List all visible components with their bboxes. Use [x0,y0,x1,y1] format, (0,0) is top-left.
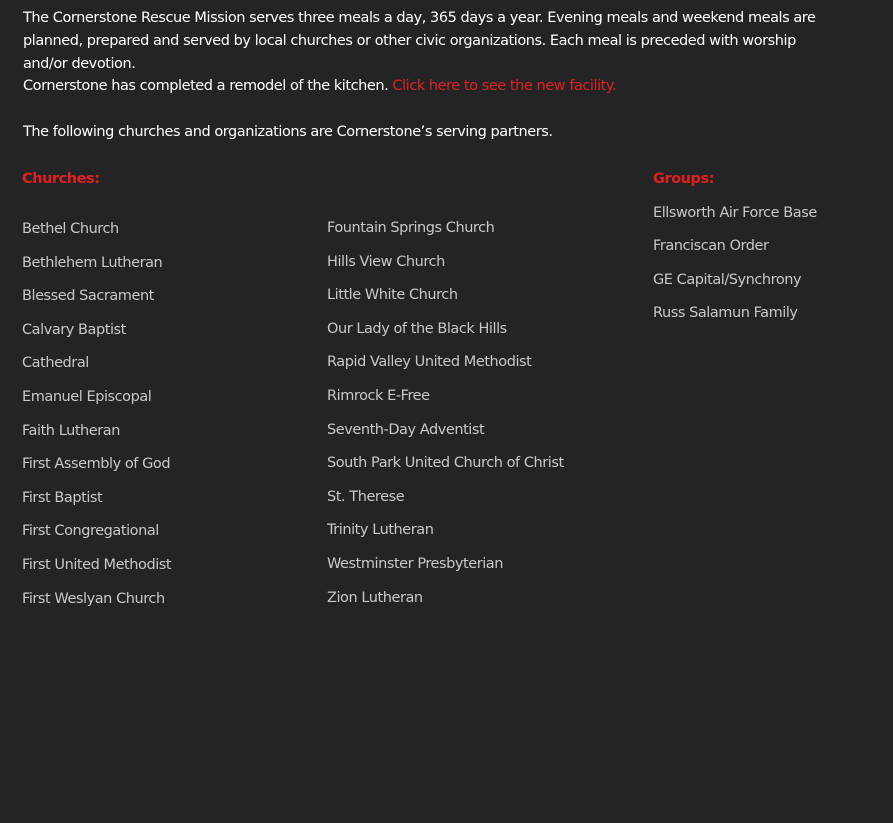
church-list-item: Westminster Presbyterian [327,556,503,572]
church-list-item: Our Lady of the Black Hills [327,320,507,337]
intro-paragraph-kitchen [23,75,843,98]
church-list-item: South Park United Church of Christ [327,455,564,472]
church-list-item: First Congregational [22,523,159,540]
church-list-item: Bethel Church [22,221,119,237]
church-list-item: First Weslyan Church [22,590,165,607]
church-list-item: St. Therese [327,488,405,505]
church-list-item: Trinity Lutheran [327,522,434,539]
group-list-item: Franciscan Order [653,238,769,255]
church-list-item: Calvary Baptist [22,321,126,338]
church-list-item: Zion Lutheran [327,589,423,606]
churches-heading: Churches: [22,171,100,187]
church-list-item: Rimrock E-Free [327,388,430,404]
church-list-item: First Assembly of God [22,456,171,473]
church-list-item: Faith Lutheran [22,422,120,439]
intro-paragraph-partners: The following churches and organizations are Cornerstone’s serving partners. [23,124,553,140]
church-list-item: Cathedral [22,355,89,372]
church-list-item: Blessed Sacrament [22,288,154,305]
group-list-item: Russ Salamun Family [653,305,798,322]
church-list-item: First United Methodist [22,557,172,573]
church-list-item: Seventh-Day Adventist [327,421,485,438]
church-list-item: Emanuel Episcopal [22,389,152,405]
new-facility-link[interactable]: Click here to see the new facility. [392,78,617,94]
groups-heading: Groups: [653,171,714,187]
church-list-item: First Baptist [22,489,103,506]
church-list-item: Fountain Springs Church [327,220,495,236]
church-list-item: Rapid Valley United Methodist [327,354,532,371]
church-list-item: Little White Church [327,287,458,304]
church-list-item: Bethlehem Lutheran [22,254,163,271]
intro-paragraph-meals: The Cornerstone Rescue Mission serves three meals a day, 365 days a year. Evening meals and weekend meals are planned, prepared and served by local churches or other civic organizations. Each meal is preceded with worship and/or devotion. [23,10,816,72]
group-list-item: Ellsworth Air Force Base [653,205,817,221]
group-list-item: GE Capital/Synchrony [653,271,802,288]
kitchen-remodel-text: Cornerstone has completed a remodel of the kitchen. [23,78,389,94]
church-list-item: Hills View Church [327,253,445,270]
